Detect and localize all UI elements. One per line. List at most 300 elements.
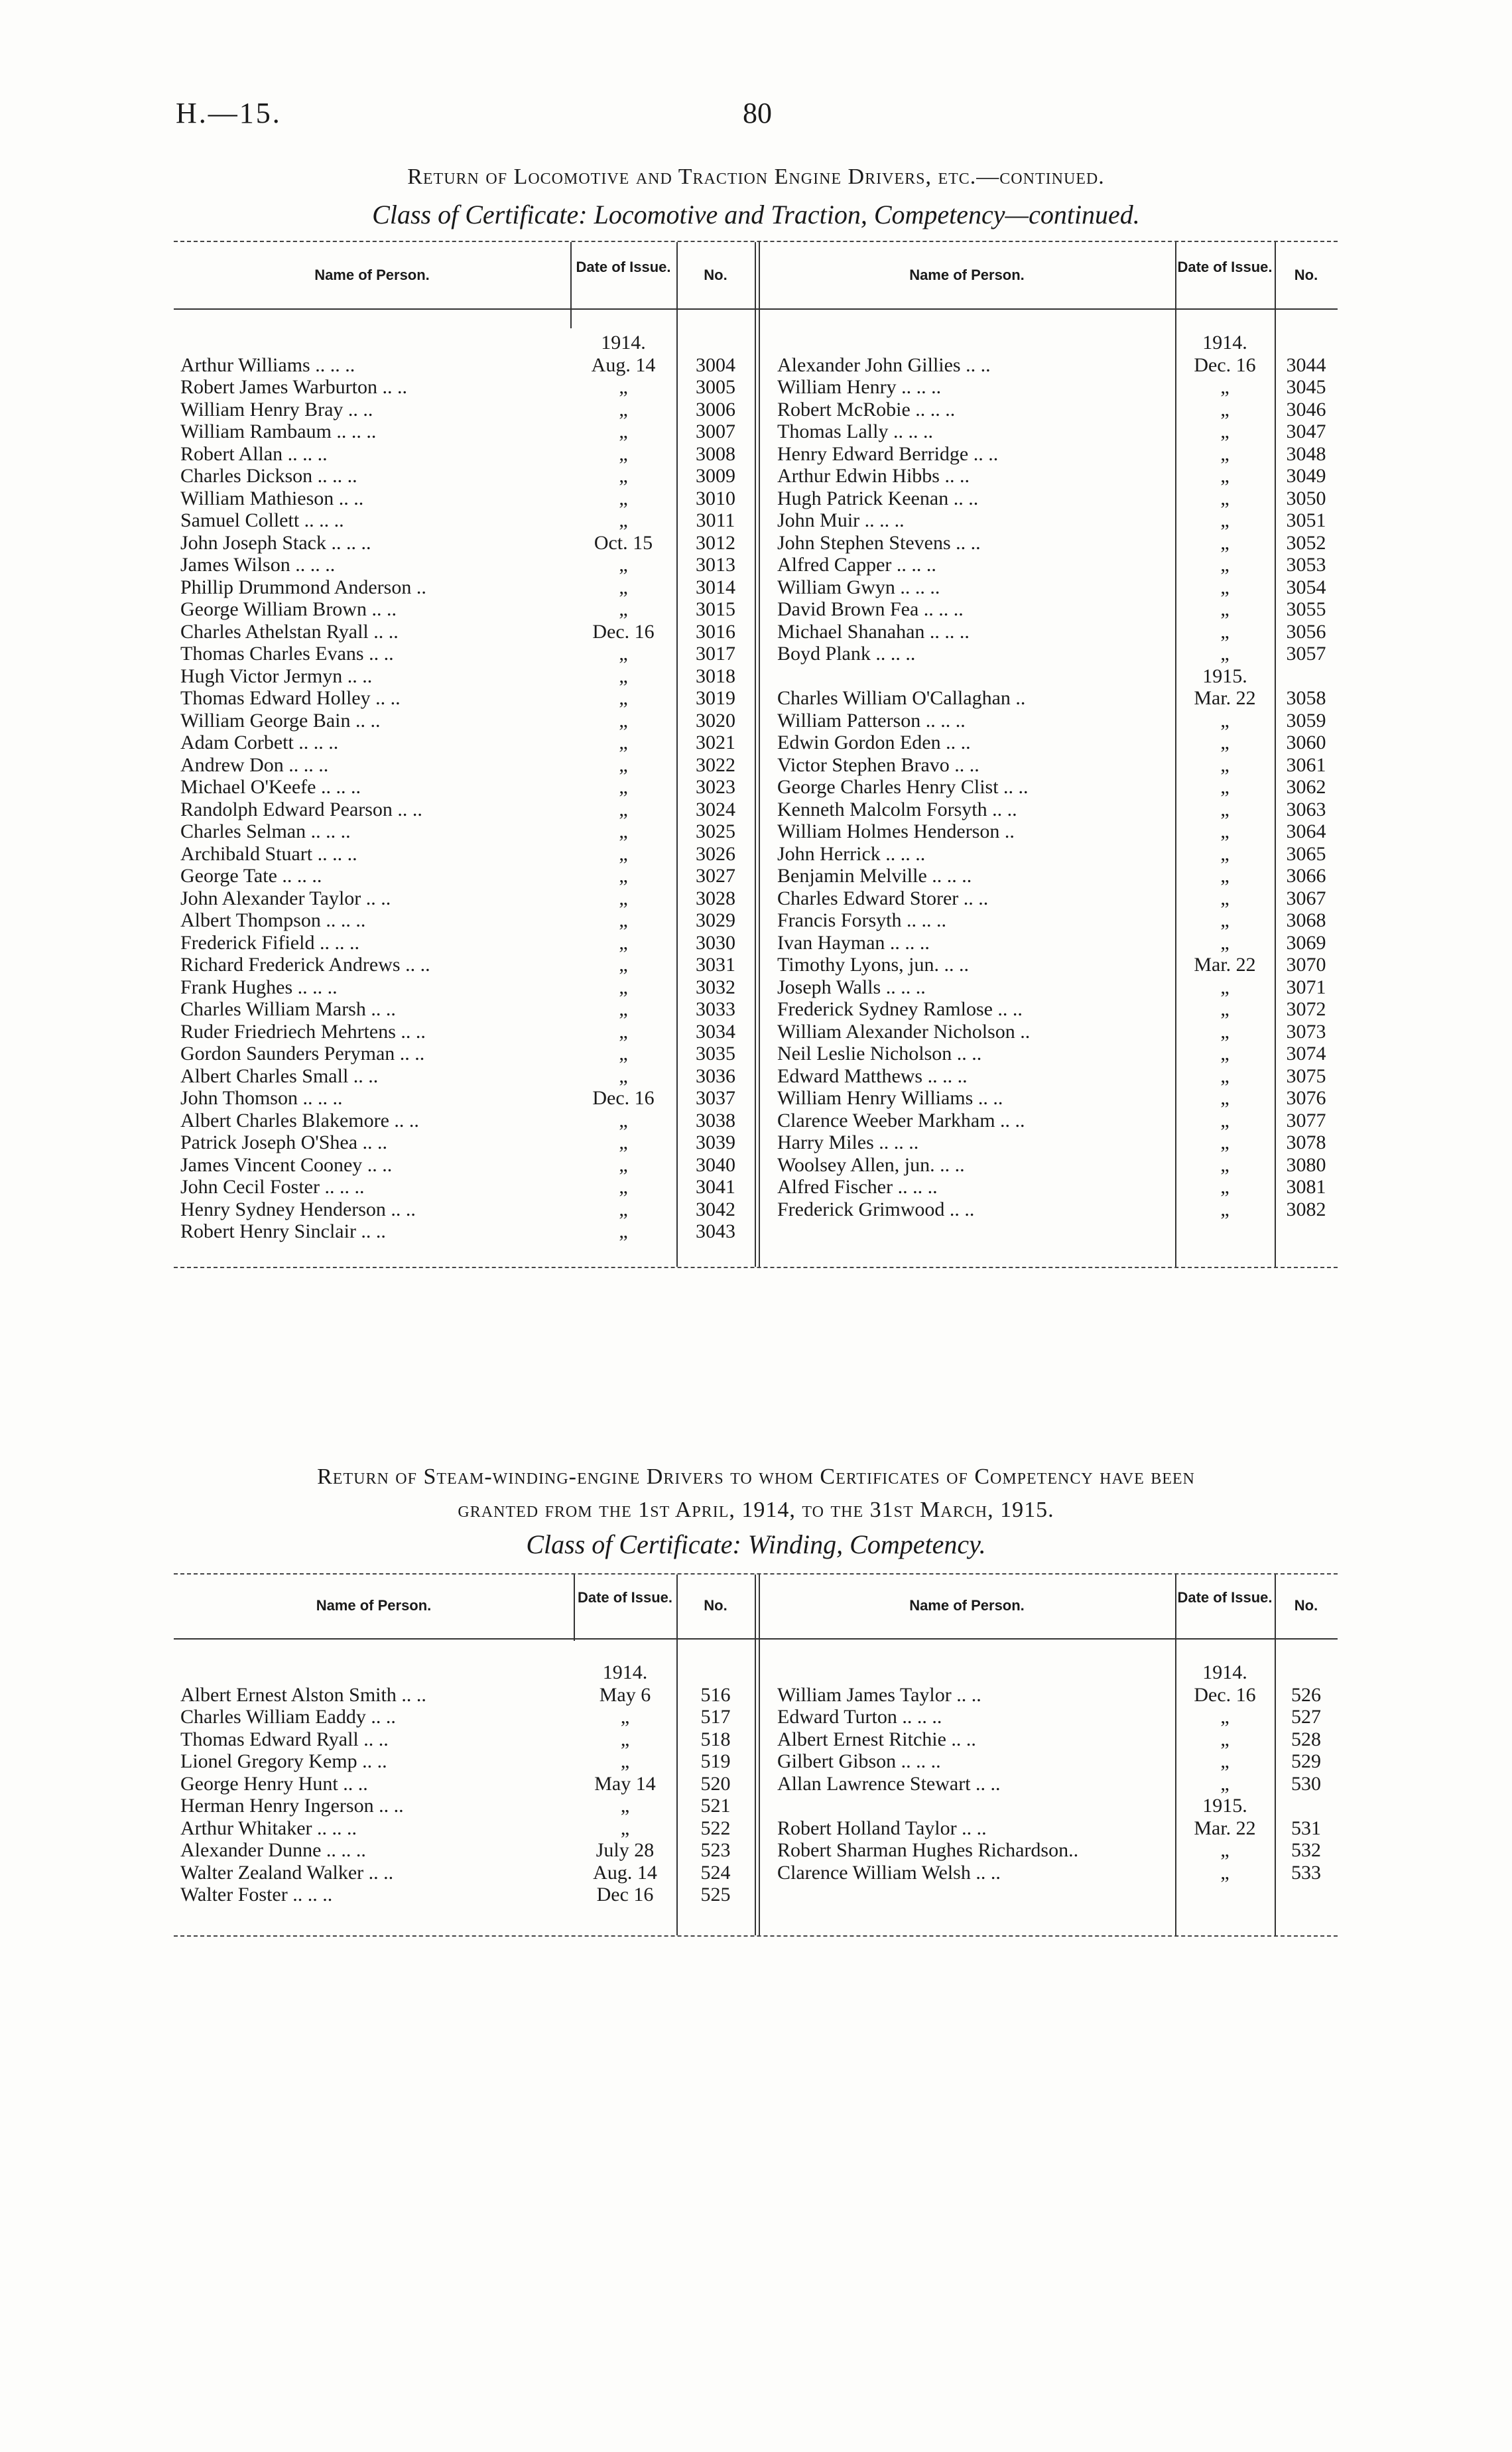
certificate-number: 3065 — [1286, 842, 1326, 865]
certificate-number: 3070 — [1286, 954, 1326, 976]
issue-date: „ — [619, 1220, 628, 1242]
table-row — [180, 598, 751, 621]
certificate-number: 3031 — [696, 954, 735, 976]
certificate-number: 517 — [700, 1706, 731, 1728]
issue-date: „ — [1220, 820, 1229, 842]
certificate-number: 3057 — [1286, 643, 1326, 665]
t1-right-header-no: No. — [1294, 267, 1318, 283]
certificate-number: 518 — [700, 1728, 731, 1750]
certificate-number: 3068 — [1286, 909, 1326, 931]
table-row — [180, 799, 751, 821]
table-row — [180, 865, 751, 887]
table-row — [180, 1021, 751, 1043]
issue-date: „ — [619, 1176, 628, 1198]
issue-date: „ — [619, 1131, 628, 1153]
issue-date: „ — [1220, 976, 1229, 998]
issue-date: „ — [619, 820, 628, 842]
issue-date: „ — [619, 509, 628, 531]
person-name: Lionel Gregory Kemp .. .. — [180, 1750, 387, 1772]
person-name: William Gwyn .. .. .. — [777, 576, 940, 598]
issue-date: Dec 16 — [596, 1884, 654, 1905]
certificate-number: 3082 — [1286, 1198, 1326, 1220]
issue-date: „ — [1220, 531, 1229, 554]
certificate-number: 3045 — [1286, 376, 1326, 398]
person-name: John Joseph Stack .. .. .. — [180, 531, 371, 554]
issue-date: 1914. — [601, 332, 646, 354]
table-row — [180, 932, 751, 954]
table1-subtitle: Class of Certificate: Locomotive and Traction, Competency—continued. — [372, 200, 1140, 229]
person-name: William Mathieson .. .. — [180, 487, 364, 509]
issue-date: Mar. 22 — [1194, 1817, 1256, 1839]
person-name: John Herrick .. .. .. — [777, 842, 926, 865]
table-row — [777, 376, 1341, 399]
table-row — [777, 1065, 1341, 1088]
person-name: Francis Forsyth .. .. .. — [777, 909, 946, 931]
certificate-number: 3010 — [696, 487, 735, 509]
person-name: Michael O'Keefe .. .. .. — [180, 776, 361, 798]
t1-left-header-date: Date of Issue. — [576, 259, 671, 275]
person-name: Thomas Edward Ryall .. .. — [180, 1728, 389, 1750]
table-row — [180, 1728, 751, 1751]
certificate-number: 516 — [700, 1683, 731, 1706]
table-row — [180, 554, 751, 576]
table-row — [180, 532, 751, 554]
issue-date: „ — [1220, 1153, 1229, 1176]
issue-date: „ — [619, 887, 628, 909]
table-row — [180, 665, 751, 688]
issue-date: „ — [1220, 620, 1229, 643]
certificate-number: 3067 — [1286, 887, 1326, 909]
table-row — [777, 687, 1341, 710]
table-row — [180, 1065, 751, 1088]
person-name: John Cecil Foster .. .. .. — [180, 1176, 365, 1198]
table-row — [777, 332, 1341, 354]
table-row — [777, 1131, 1341, 1154]
issue-date: Aug. 14 — [593, 1861, 657, 1884]
certificate-number: 3018 — [696, 665, 735, 687]
issue-date: „ — [619, 732, 628, 753]
certificate-number: 3038 — [696, 1109, 735, 1131]
issue-date: „ — [1220, 398, 1229, 420]
person-name: Ruder Friedriech Mehrtens .. .. — [180, 1020, 426, 1043]
person-name: Samuel Collett .. .. .. — [180, 509, 344, 531]
person-name: Arthur Edwin Hibbs .. .. — [777, 465, 970, 487]
certificate-number: 3021 — [696, 732, 735, 753]
table-row — [777, 843, 1341, 866]
issue-date: „ — [1220, 842, 1229, 865]
person-name: William George Bain .. .. — [180, 709, 381, 732]
person-name: Ivan Hayman .. .. .. — [777, 931, 930, 954]
certificate-number: 3052 — [1286, 531, 1326, 554]
person-name: Walter Foster .. .. .. — [180, 1884, 333, 1905]
issue-date: „ — [619, 842, 628, 865]
table-row — [180, 1661, 751, 1684]
person-name: William Holmes Henderson .. — [777, 820, 1015, 842]
table-row — [180, 954, 751, 976]
person-name: Allan Lawrence Stewart .. .. — [777, 1772, 1001, 1795]
t2-right-header-date: Date of Issue. — [1177, 1589, 1273, 1606]
issue-date: „ — [1220, 1861, 1229, 1884]
table-row — [180, 887, 751, 910]
certificate-number: 3040 — [696, 1153, 735, 1176]
table-row — [180, 820, 751, 843]
certificate-number: 3050 — [1286, 487, 1326, 509]
person-name: James Vincent Cooney .. .. — [180, 1153, 393, 1176]
issue-date: „ — [619, 1065, 628, 1087]
table-row — [777, 1176, 1341, 1198]
person-name: Robert Allan .. .. .. — [180, 442, 328, 465]
certificate-number: 3036 — [696, 1065, 735, 1087]
table-row — [180, 621, 751, 643]
certificate-number: 528 — [1291, 1728, 1321, 1750]
person-name: Alexander Dunne .. .. .. — [180, 1839, 366, 1861]
person-name: Arthur Williams .. .. .. — [180, 354, 355, 376]
issue-date: „ — [1220, 376, 1229, 398]
issue-date: „ — [619, 865, 628, 887]
certificate-number: 3015 — [696, 598, 735, 620]
table-row — [180, 909, 751, 932]
certificate-number: 3008 — [696, 442, 735, 465]
issue-date: „ — [619, 1198, 628, 1220]
person-name: George Henry Hunt .. .. — [180, 1772, 368, 1795]
issue-date: „ — [619, 1020, 628, 1043]
issue-date: „ — [1220, 1043, 1229, 1065]
certificate-number: 3022 — [696, 753, 735, 776]
person-name: Andrew Don .. .. .. — [180, 753, 329, 776]
person-name: Hugh Patrick Keenan .. .. — [777, 487, 979, 509]
issue-date: „ — [1220, 1176, 1229, 1198]
person-name: William Henry Bray .. .. — [180, 398, 373, 420]
table-row — [777, 621, 1341, 643]
issue-date: „ — [619, 1153, 628, 1176]
certificate-number: 3066 — [1286, 865, 1326, 887]
table-row — [777, 732, 1341, 754]
issue-date: Mar. 22 — [1194, 954, 1256, 976]
person-name: John Alexander Taylor .. .. — [180, 887, 391, 909]
person-name: Albert Ernest Alston Smith .. .. — [180, 1683, 426, 1706]
table-row — [777, 487, 1341, 510]
certificate-number: 3005 — [696, 376, 735, 398]
certificate-number: 3046 — [1286, 398, 1326, 420]
issue-date: „ — [1220, 643, 1229, 665]
certificate-number: 3007 — [696, 420, 735, 442]
certificate-number: 531 — [1291, 1817, 1321, 1839]
certificate-number: 3062 — [1286, 776, 1326, 798]
table-row — [777, 598, 1341, 621]
table-row — [777, 976, 1341, 999]
issue-date: „ — [1220, 1109, 1229, 1131]
table-row — [777, 665, 1341, 688]
table-row — [180, 354, 751, 377]
table-row — [180, 754, 751, 777]
issue-date: „ — [1220, 753, 1229, 776]
certificate-number: 3049 — [1286, 465, 1326, 487]
table-row — [777, 1728, 1341, 1751]
person-name: John Thomson .. .. .. — [180, 1087, 343, 1109]
person-name: Arthur Whitaker .. .. .. — [180, 1817, 357, 1839]
certificate-number: 3037 — [696, 1087, 735, 1109]
table-row — [777, 420, 1341, 443]
certificate-number: 3024 — [696, 798, 735, 820]
person-name: Timothy Lyons, jun. .. .. — [777, 954, 969, 976]
table-row — [180, 1176, 751, 1198]
table-row — [777, 932, 1341, 954]
certificate-number: 521 — [700, 1795, 731, 1817]
person-name: Woolsey Allen, jun. .. .. — [777, 1153, 965, 1176]
issue-date: „ — [619, 465, 628, 487]
certificate-number: 3016 — [696, 620, 735, 643]
t1-right-header-date: Date of Issue. — [1177, 259, 1273, 275]
certificate-number: 3023 — [696, 776, 735, 798]
issue-date: „ — [1220, 1198, 1229, 1220]
issue-date: „ — [1220, 420, 1229, 442]
issue-date: „ — [1220, 1065, 1229, 1087]
table2-subtitle: Class of Certificate: Winding, Competency. — [526, 1529, 986, 1559]
issue-date: „ — [619, 376, 628, 398]
issue-date: „ — [1220, 509, 1229, 531]
table-row — [777, 1198, 1341, 1221]
certificate-number: 522 — [700, 1817, 731, 1839]
t2-left-header-no: No. — [704, 1597, 727, 1614]
person-name: Michael Shanahan .. .. .. — [777, 620, 970, 643]
certificate-number: 3028 — [696, 887, 735, 909]
issue-date: „ — [619, 598, 628, 620]
person-name: Patrick Joseph O'Shea .. .. — [180, 1131, 388, 1153]
table1-title: Return of Locomotive and Traction Engine Drivers, etc.—continued. — [407, 164, 1105, 189]
issue-date: „ — [1220, 1020, 1229, 1043]
issue-date: „ — [1220, 1087, 1229, 1109]
person-name: Robert Henry Sinclair .. .. — [180, 1220, 386, 1242]
table-row — [180, 1773, 751, 1795]
table-row — [180, 399, 751, 421]
person-name: Charles William Marsh .. .. — [180, 998, 396, 1020]
person-name: Harry Miles .. .. .. — [777, 1131, 919, 1153]
certificate-number: 3030 — [696, 931, 735, 954]
person-name: Gilbert Gibson .. .. .. — [777, 1750, 941, 1772]
issue-date: „ — [619, 1109, 628, 1131]
person-name: Alfred Capper .. .. .. — [777, 554, 936, 576]
t2-left-header-date: Date of Issue. — [577, 1589, 673, 1606]
table2-title-cont: granted from the 1st April, 1914, to the 31st March, 1915. — [458, 1498, 1054, 1522]
certificate-number: 3077 — [1286, 1109, 1326, 1131]
issue-date: „ — [1220, 1772, 1229, 1795]
person-name: Thomas Edward Holley .. .. — [180, 687, 401, 709]
issue-date: „ — [1220, 887, 1229, 909]
person-name: Frederick Fifield .. .. .. — [180, 931, 359, 954]
person-name: Charles William O'Callaghan .. — [777, 687, 1026, 709]
person-name: Gordon Saunders Peryman .. .. — [180, 1043, 425, 1065]
table2-title: Return of Steam-winding-engine Drivers to whom Certificates of Competency have been — [317, 1464, 1195, 1489]
certificate-number: 523 — [700, 1839, 731, 1861]
table-row — [777, 1839, 1341, 1862]
issue-date: „ — [619, 576, 628, 598]
certificate-number: 3055 — [1286, 598, 1326, 620]
table-row — [777, 909, 1341, 932]
table-row — [180, 1131, 751, 1154]
issue-date: „ — [619, 398, 628, 420]
person-name: Richard Frederick Andrews .. .. — [180, 954, 430, 976]
person-name: Joseph Walls .. .. .. — [777, 976, 926, 998]
table-row — [777, 776, 1341, 799]
issue-date: „ — [1220, 442, 1229, 465]
person-name: Phillip Drummond Anderson .. — [180, 576, 426, 598]
certificate-number: 3012 — [696, 531, 735, 554]
issue-date: „ — [619, 554, 628, 576]
table-row — [777, 1706, 1341, 1728]
issue-date: „ — [619, 665, 628, 687]
person-name: Edward Matthews .. .. .. — [777, 1065, 968, 1087]
issue-date: „ — [1220, 576, 1229, 598]
certificate-number: 3026 — [696, 842, 735, 865]
person-name: John Stephen Stevens .. .. — [777, 531, 981, 554]
person-name: Alfred Fischer .. .. .. — [777, 1176, 938, 1198]
certificate-number: 3060 — [1286, 732, 1326, 753]
issue-date: „ — [620, 1817, 630, 1839]
table-row — [777, 1684, 1341, 1707]
table-row — [777, 554, 1341, 576]
table-row — [180, 576, 751, 599]
issue-date: Oct. 15 — [594, 531, 653, 554]
certificate-number: 3034 — [696, 1020, 735, 1043]
table-row — [180, 1684, 751, 1707]
certificate-number: 529 — [1291, 1750, 1321, 1772]
issue-date: „ — [1220, 1728, 1229, 1750]
person-name: Herman Henry Ingerson .. .. — [180, 1795, 404, 1817]
issue-date: 1914. — [1202, 1661, 1247, 1683]
certificate-number: 3059 — [1286, 709, 1326, 732]
table-row — [777, 710, 1341, 732]
certificate-number: 3019 — [696, 687, 735, 709]
certificate-number: 3035 — [696, 1043, 735, 1065]
table-row — [777, 799, 1341, 821]
certificate-number: 3061 — [1286, 753, 1326, 776]
person-name: Henry Sydney Henderson .. .. — [180, 1198, 416, 1220]
table-row — [777, 1110, 1341, 1132]
issue-date: Dec. 16 — [1194, 354, 1256, 376]
issue-date: „ — [620, 1750, 630, 1772]
issue-date: „ — [619, 420, 628, 442]
issue-date: Dec. 16 — [592, 620, 655, 643]
person-name: Albert Charles Small .. .. — [180, 1065, 379, 1087]
person-name: Edward Turton .. .. .. — [777, 1706, 942, 1728]
certificate-number: 3080 — [1286, 1153, 1326, 1176]
person-name: William Henry Williams .. .. — [777, 1087, 1003, 1109]
table-row — [777, 1795, 1341, 1817]
issue-date: 1914. — [602, 1661, 648, 1683]
certificate-number: 530 — [1291, 1772, 1321, 1795]
certificate-number: 3041 — [696, 1176, 735, 1198]
issue-date: Mar. 22 — [1194, 687, 1256, 709]
certificate-number: 3044 — [1286, 354, 1326, 376]
person-name: George Tate .. .. .. — [180, 865, 322, 887]
certificate-number: 3017 — [696, 643, 735, 665]
issue-date: „ — [1220, 598, 1229, 620]
person-name: George William Brown .. .. — [180, 598, 397, 620]
person-name: Clarence Weeber Markham .. .. — [777, 1109, 1025, 1131]
person-name: Randolph Edward Pearson .. .. — [180, 798, 422, 820]
certificate-number: 520 — [700, 1772, 731, 1795]
table-row — [180, 1110, 751, 1132]
table-row — [180, 1795, 751, 1817]
table-row — [777, 887, 1341, 910]
certificate-number: 3039 — [696, 1131, 735, 1153]
issue-date: „ — [619, 798, 628, 820]
table-row — [180, 1817, 751, 1840]
issue-date: „ — [619, 954, 628, 976]
table-row — [180, 687, 751, 710]
person-name: Henry Edward Berridge .. .. — [777, 442, 999, 465]
table-row — [180, 465, 751, 487]
issue-date: July 28 — [596, 1839, 655, 1861]
table-row — [180, 1839, 751, 1862]
issue-date: „ — [619, 776, 628, 798]
issue-date: „ — [619, 1043, 628, 1065]
table-row — [777, 1817, 1341, 1840]
issue-date: „ — [619, 753, 628, 776]
person-name: Archibald Stuart .. .. .. — [180, 842, 357, 865]
issue-date: „ — [619, 976, 628, 998]
certificate-number: 3075 — [1286, 1065, 1326, 1087]
table-row — [777, 354, 1341, 377]
person-name: Clarence William Welsh .. .. — [777, 1861, 1001, 1884]
certificate-number: 3074 — [1286, 1043, 1326, 1065]
table-row — [777, 465, 1341, 487]
person-name: Frederick Grimwood .. .. — [777, 1198, 975, 1220]
issue-date: „ — [1220, 865, 1229, 887]
certificate-number: 3029 — [696, 909, 735, 931]
certificate-number: 3072 — [1286, 998, 1326, 1020]
person-name: Robert Sharman Hughes Richardson.. — [777, 1839, 1079, 1861]
person-name: Adam Corbett .. .. .. — [180, 732, 339, 753]
person-name: James Wilson .. .. .. — [180, 554, 336, 576]
table-row — [777, 865, 1341, 887]
certificate-number: 3078 — [1286, 1131, 1326, 1153]
person-name: William Henry .. .. .. — [777, 376, 942, 398]
table-row — [180, 509, 751, 532]
person-name: Edwin Gordon Eden .. .. — [777, 732, 971, 753]
issue-date: „ — [1220, 1706, 1229, 1728]
person-name: Walter Zealand Walker .. .. — [180, 1861, 394, 1884]
table-row — [180, 776, 751, 799]
certificate-number: 3073 — [1286, 1020, 1326, 1043]
person-name: Victor Stephen Bravo .. .. — [777, 753, 979, 776]
person-name: William Alexander Nicholson .. — [777, 1020, 1031, 1043]
certificate-number: 3033 — [696, 998, 735, 1020]
issue-date: „ — [619, 487, 628, 509]
issue-date: May 14 — [594, 1772, 656, 1795]
page-reference: H.—15. — [176, 97, 282, 129]
person-name: Boyd Plank .. .. .. — [777, 643, 916, 665]
certificate-number: 524 — [700, 1861, 731, 1884]
person-name: Robert McRobie .. .. .. — [777, 398, 956, 420]
issue-date: „ — [620, 1728, 630, 1750]
table-row — [180, 487, 751, 510]
table-row — [180, 710, 751, 732]
issue-date: „ — [619, 687, 628, 709]
person-name: Charles Athelstan Ryall .. .. — [180, 620, 399, 643]
person-name: Charles Edward Storer .. .. — [777, 887, 989, 909]
certificate-number: 3081 — [1286, 1176, 1326, 1198]
table-row — [180, 332, 751, 354]
issue-date: Dec. 16 — [1194, 1683, 1256, 1706]
person-name: Charles Selman .. .. .. — [180, 820, 351, 842]
issue-date: „ — [619, 909, 628, 931]
table-row — [180, 843, 751, 866]
issue-date: 1915. — [1202, 1795, 1247, 1817]
person-name: Benjamin Melville .. .. .. — [777, 865, 972, 887]
t1-left-header-no: No. — [704, 267, 727, 283]
certificate-number: 3027 — [696, 865, 735, 887]
